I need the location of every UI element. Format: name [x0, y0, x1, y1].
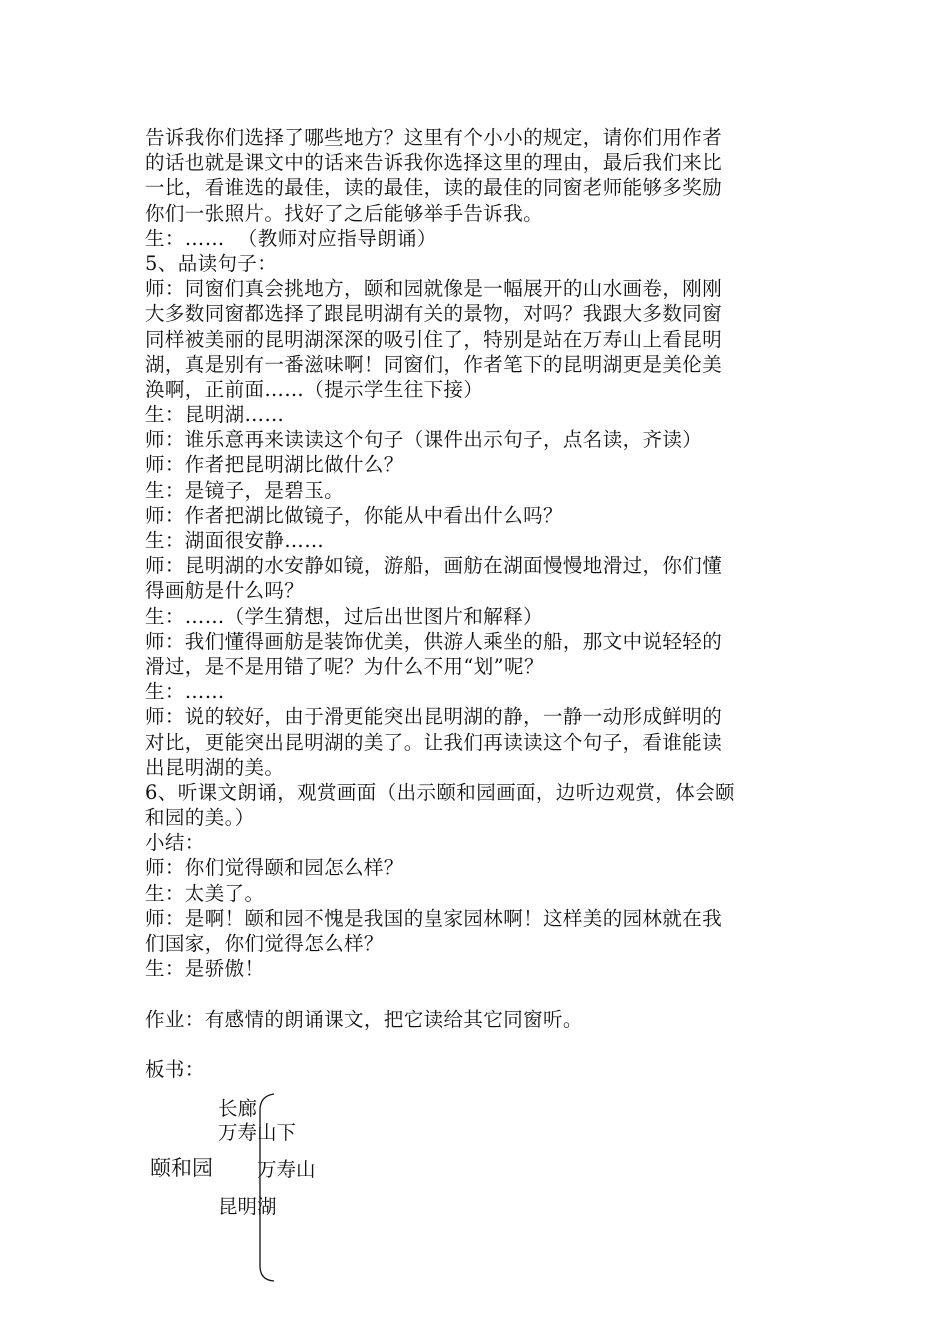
board-item-kunminghu: 昆明湖	[218, 1195, 277, 1218]
curly-brace-icon	[250, 1090, 280, 1285]
text-line: 师：我们懂得画舫是装饰优美，供游人乘坐的船，那文中说轻轻的	[145, 629, 723, 653]
text-line: 告诉我你们选择了哪些地方？这里有个小小的规定，请你们用作者	[145, 126, 723, 149]
text-line: 生：太美了。	[145, 881, 265, 905]
text-line: 和园的美。）	[145, 806, 255, 830]
text-line: 涣啊，正前面……（提示学生往下接）	[145, 377, 484, 401]
text-line: 对比，更能突出昆明湖的美了。让我们再读读这个句子，看谁能读	[145, 730, 723, 754]
text-line: 师：说的较好，由于滑更能突出昆明湖的静，一静一动形成鲜明的	[145, 705, 723, 729]
text-line: 得画舫是什么吗？	[145, 579, 305, 603]
board-item-wanshoushan: 万寿山	[257, 1158, 316, 1181]
text-line: 师：昆明湖的水安静如镜，游船，画舫在湖面慢慢地滑过，你们懂	[145, 554, 723, 578]
text-line: 生：是镜子，是碧玉。	[145, 478, 345, 502]
text-line: 生：……	[145, 680, 225, 704]
blank-line	[145, 981, 815, 1006]
board-main-topic: 颐和园	[150, 1156, 213, 1180]
homework-line: 作业：有感情的朗诵课文，把它读给其它同窗听。	[145, 1007, 583, 1031]
text-line: 出昆明湖的美。	[145, 755, 285, 779]
text-line: 大多数同窗都选择了跟昆明湖有关的景物，对吗？我跟大多数同窗	[145, 302, 723, 326]
text-line: 生：湖面很安静……	[145, 529, 325, 552]
text-line: 师：你们觉得颐和园怎么样？	[145, 856, 404, 880]
text-line: 同样被美丽的昆明湖深深的吸引住了，特别是站在万寿山上看昆明	[145, 327, 723, 351]
board-item-changlang: 长廊	[218, 1097, 258, 1120]
summary-heading: 小结：	[145, 831, 205, 855]
text-line: 的话也就是课文中的话来告诉我你选择这里的理由，最后我们来比	[145, 151, 723, 175]
text-line: 生：……（学生猜想，过后出世图片和解释）	[145, 604, 544, 628]
text-line: 你们一张照片。找好了之后能够举手告诉我。	[145, 201, 544, 225]
text-line: 生：…… （教师对应指导朗诵）	[145, 226, 437, 250]
section-heading: 5、品读句子：	[145, 251, 278, 275]
blank-line	[145, 1032, 815, 1057]
text-line: 湖，真是别有一番滋味啊！同窗们，作者笔下的昆明湖更是美伦美	[145, 352, 723, 376]
board-heading: 板书：	[145, 1057, 205, 1081]
section-heading: 6、听课文朗诵，观赏画面（出示颐和园画面，边听边观赏，体会颐	[145, 780, 735, 804]
text-line: 一比，看谁选的最佳，读的最佳，读的最佳的同窗老师能够多奖励	[145, 176, 723, 200]
document-body	[145, 125, 815, 1082]
text-line: 师：作者把湖比做镜子，你能从中看出什么吗？	[145, 503, 563, 527]
text-line: 师：同窗们真会挑地方，颐和园就像是一幅展开的山水画卷，刚刚	[145, 277, 723, 301]
text-line: 生：昆明湖……	[145, 403, 285, 427]
text-line: 师：是啊！颐和园不愧是我国的皇家园林啊！这样美的园林就在我	[145, 906, 723, 930]
text-line: 生：是骄傲！	[145, 957, 265, 981]
text-line: 滑过，是不是用错了呢？为什么不用“划”呢？	[145, 654, 544, 678]
text-line: 师：作者把昆明湖比做什么？	[145, 453, 404, 477]
text-line: 们国家，你们觉得怎么样？	[145, 932, 384, 955]
board-item-wanshoushan-xia: 万寿山下	[218, 1121, 297, 1144]
text-line: 师：谁乐意再来读读这个句子（课件出示句子，点名读，齐读）	[145, 428, 703, 452]
